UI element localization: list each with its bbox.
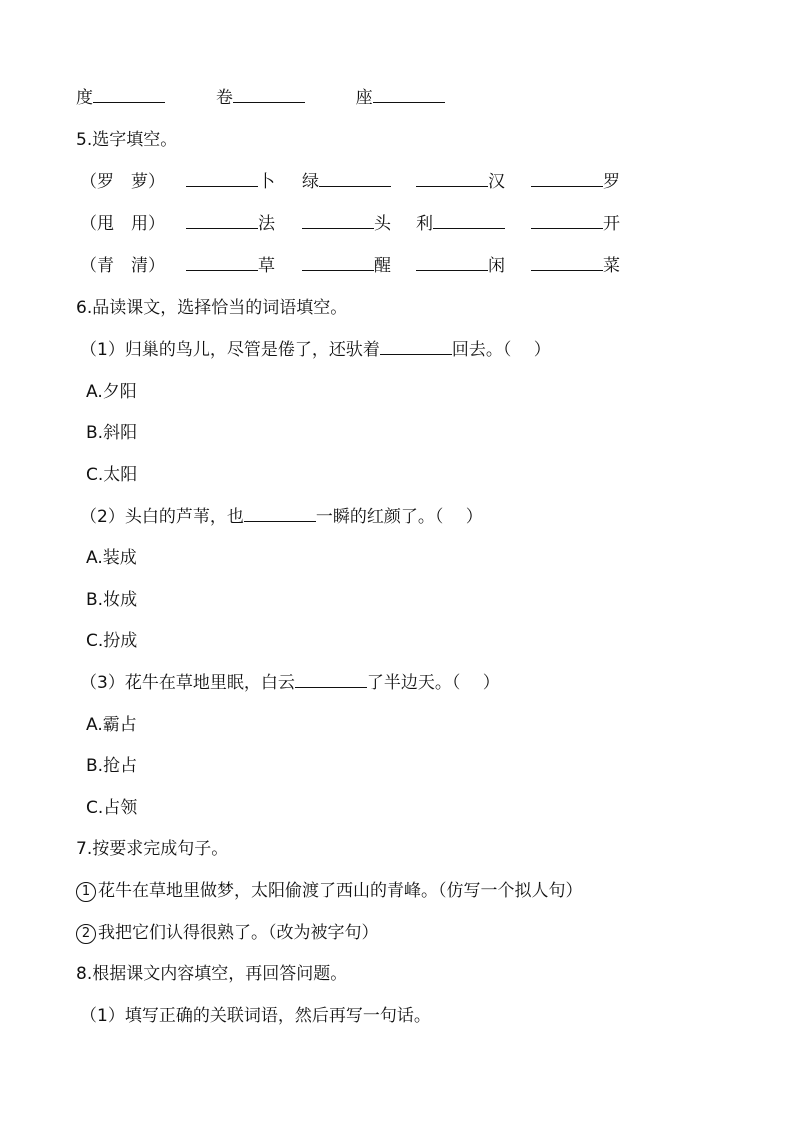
char-juan: 卷 bbox=[215, 88, 233, 108]
suffix-char: 闲 bbox=[488, 256, 505, 276]
q7-item-1 bbox=[76, 879, 583, 903]
blank-group bbox=[531, 170, 620, 194]
blank-group bbox=[416, 170, 505, 194]
suffix-char: 卜 bbox=[258, 172, 275, 192]
question-text: （2）头白的芦苇，也 bbox=[80, 507, 244, 527]
blank-group bbox=[531, 254, 620, 278]
answer-blank[interactable] bbox=[433, 212, 505, 229]
option-a[interactable]: A.装成 bbox=[86, 548, 137, 568]
option-b[interactable]: B.妆成 bbox=[86, 590, 138, 610]
answer-blank[interactable] bbox=[233, 86, 305, 103]
blank-group bbox=[186, 212, 275, 236]
answer-blank[interactable] bbox=[244, 505, 316, 522]
question-text-end: 回去。（ ） bbox=[451, 340, 551, 360]
suffix-char: 醒 bbox=[374, 256, 391, 276]
q6-question-3 bbox=[80, 671, 500, 695]
question-text-end: 一瞬的红颜了。（ ） bbox=[315, 507, 483, 527]
blank-group bbox=[302, 254, 391, 278]
char-group: （罗 萝） bbox=[80, 172, 165, 192]
answer-blank[interactable] bbox=[302, 254, 374, 271]
answer-blank[interactable] bbox=[531, 170, 603, 187]
q5-title: 5.选字填空。 bbox=[76, 130, 178, 150]
char-group: （青 清） bbox=[80, 256, 165, 276]
circled-number-icon: 1 bbox=[76, 882, 96, 902]
blank-group bbox=[531, 212, 620, 236]
answer-blank[interactable] bbox=[186, 254, 258, 271]
blank-group bbox=[186, 170, 275, 194]
suffix-char: 头 bbox=[374, 214, 391, 234]
answer-blank[interactable] bbox=[531, 212, 603, 229]
item-text: 花牛在草地里做梦，太阳偷渡了西山的青峰。（仿写一个拟人句） bbox=[98, 881, 583, 901]
answer-blank[interactable] bbox=[531, 254, 603, 271]
q6-question-1 bbox=[80, 338, 551, 362]
answer-blank[interactable] bbox=[295, 671, 367, 688]
char-group: （甩 用） bbox=[80, 214, 165, 234]
question-text-end: 了半边天。（ ） bbox=[366, 673, 500, 693]
blank-group bbox=[302, 170, 391, 194]
option-c[interactable]: C.占领 bbox=[86, 798, 138, 818]
option-a[interactable]: A.霸占 bbox=[86, 715, 137, 735]
char-zuo: 座 bbox=[355, 88, 373, 108]
item-text: 我把它们认得很熟了。（改为被字句） bbox=[98, 923, 379, 943]
answer-blank[interactable] bbox=[319, 170, 391, 187]
suffix-char: 菜 bbox=[603, 256, 620, 276]
prefix-char: 绿 bbox=[302, 172, 319, 192]
question-text: （1）归巢的鸟儿，尽管是倦了，还驮着 bbox=[80, 340, 380, 360]
q6-question-2 bbox=[80, 505, 483, 529]
answer-blank[interactable] bbox=[186, 212, 258, 229]
blank-group bbox=[416, 212, 505, 236]
circled-number-icon: 2 bbox=[76, 924, 96, 944]
option-a[interactable]: A.夕阳 bbox=[86, 382, 137, 402]
answer-blank[interactable] bbox=[186, 170, 258, 187]
prefix-char: 利 bbox=[416, 214, 433, 234]
suffix-char: 草 bbox=[258, 256, 275, 276]
q8-sub-1: （1）填写正确的关联词语，然后再写一句话。 bbox=[80, 1006, 431, 1026]
answer-blank[interactable] bbox=[416, 254, 488, 271]
option-c[interactable]: C.扮成 bbox=[86, 631, 138, 651]
answer-blank[interactable] bbox=[302, 212, 374, 229]
option-c[interactable]: C.太阳 bbox=[86, 465, 138, 485]
suffix-char: 罗 bbox=[603, 172, 620, 192]
blank-group bbox=[186, 254, 275, 278]
q7-item-2 bbox=[76, 921, 379, 945]
q8-title: 8.根据课文内容填空，再回答问题。 bbox=[76, 964, 348, 984]
suffix-char: 汉 bbox=[488, 172, 505, 192]
q4-fill-row bbox=[76, 86, 445, 110]
option-b[interactable]: B.抢占 bbox=[86, 756, 138, 776]
answer-blank[interactable] bbox=[416, 170, 488, 187]
blank-group bbox=[416, 254, 505, 278]
answer-blank[interactable] bbox=[93, 86, 165, 103]
answer-blank[interactable] bbox=[380, 338, 452, 355]
question-text: （3）花牛在草地里眠，白云 bbox=[80, 673, 295, 693]
answer-blank[interactable] bbox=[373, 86, 445, 103]
suffix-char: 开 bbox=[603, 214, 620, 234]
q7-title: 7.按要求完成句子。 bbox=[76, 839, 229, 859]
suffix-char: 法 bbox=[258, 214, 275, 234]
char-du: 度 bbox=[76, 88, 93, 108]
option-b[interactable]: B.斜阳 bbox=[86, 423, 138, 443]
blank-group bbox=[302, 212, 391, 236]
q6-title: 6.品读课文，选择恰当的词语填空。 bbox=[76, 298, 348, 318]
